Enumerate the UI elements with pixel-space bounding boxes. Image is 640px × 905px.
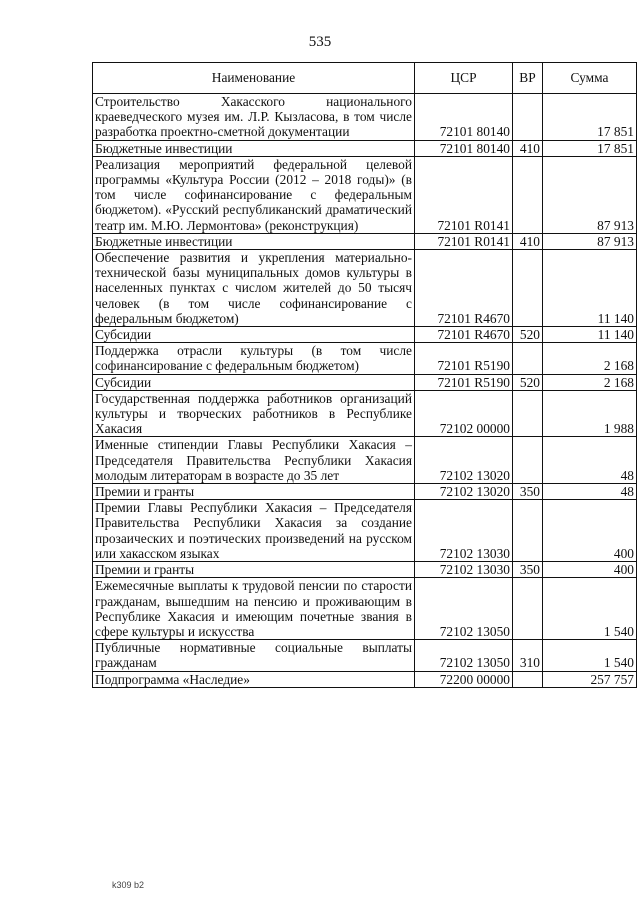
cell-sum: 11 140 bbox=[543, 250, 637, 327]
cell-name: Именные стипендии Главы Республики Хакасия – Председателя Правительства Республики Хакасия молодым литераторам в возрасте до 35 лет bbox=[93, 437, 415, 484]
cell-name: Субсидии bbox=[93, 327, 415, 343]
cell-vr: 410 bbox=[513, 233, 543, 249]
cell-name: Премии и гранты bbox=[93, 484, 415, 500]
table-row bbox=[93, 390, 637, 437]
table-row bbox=[93, 500, 637, 562]
cell-name: Строительство Хакасского национального краеведческого музея им. Л.Р. Кызласова, в том числе разработка проектно-сметной документации bbox=[93, 94, 415, 141]
cell-vr: 520 bbox=[513, 374, 543, 390]
cell-name: Подпрограмма «Наследие» bbox=[93, 671, 415, 687]
table-row bbox=[93, 484, 637, 500]
cell-csr: 72200 00000 bbox=[415, 671, 513, 687]
cell-name: Обеспечение развития и укрепления материально-технической базы муниципальных домов культуры в населенных пунктах с числом жителей до 50 тысяч человек (в том числе софинансирование с федеральным бюджетом) bbox=[93, 250, 415, 327]
cell-sum: 17 851 bbox=[543, 140, 637, 156]
cell-csr: 72101 80140 bbox=[415, 94, 513, 141]
cell-vr: 410 bbox=[513, 140, 543, 156]
cell-csr: 72101 R5190 bbox=[415, 374, 513, 390]
cell-name: Публичные нормативные социальные выплаты гражданам bbox=[93, 640, 415, 671]
cell-csr: 72101 R4670 bbox=[415, 327, 513, 343]
cell-vr: 350 bbox=[513, 484, 543, 500]
cell-sum: 11 140 bbox=[543, 327, 637, 343]
cell-vr: 310 bbox=[513, 640, 543, 671]
cell-sum: 87 913 bbox=[543, 156, 637, 233]
cell-vr bbox=[513, 390, 543, 437]
cell-vr bbox=[513, 437, 543, 484]
cell-csr: 72102 13020 bbox=[415, 484, 513, 500]
cell-csr: 72102 13050 bbox=[415, 578, 513, 640]
cell-csr: 72102 13030 bbox=[415, 562, 513, 578]
cell-name: Бюджетные инвестиции bbox=[93, 140, 415, 156]
cell-sum: 400 bbox=[543, 562, 637, 578]
cell-vr bbox=[513, 578, 543, 640]
table-row bbox=[93, 327, 637, 343]
cell-vr bbox=[513, 156, 543, 233]
cell-sum: 2 168 bbox=[543, 343, 637, 374]
table-row bbox=[93, 94, 637, 141]
cell-sum: 17 851 bbox=[543, 94, 637, 141]
budget-table bbox=[92, 62, 637, 688]
cell-vr bbox=[513, 671, 543, 687]
cell-csr: 72102 13030 bbox=[415, 500, 513, 562]
cell-sum: 48 bbox=[543, 484, 637, 500]
table-row bbox=[93, 343, 637, 374]
cell-name: Премии и гранты bbox=[93, 562, 415, 578]
table-row bbox=[93, 671, 637, 687]
table-header-row bbox=[93, 63, 637, 94]
table-row bbox=[93, 233, 637, 249]
cell-csr: 72101 R0141 bbox=[415, 156, 513, 233]
cell-sum: 1 988 bbox=[543, 390, 637, 437]
cell-name: Поддержка отрасли культуры (в том числе софинансирование с федеральным бюджетом) bbox=[93, 343, 415, 374]
header-sum: Сумма bbox=[543, 63, 637, 94]
cell-csr: 72101 80140 bbox=[415, 140, 513, 156]
cell-name: Реализация мероприятий федеральной целевой программы «Культура России (2012 – 2018 годы)» (в том числе софинансирование с федеральным бюджетом). «Русский республиканский драматический театр им. М.Ю. Лермонтова» (реконструкция) bbox=[93, 156, 415, 233]
table-row bbox=[93, 578, 637, 640]
cell-vr bbox=[513, 500, 543, 562]
cell-sum: 400 bbox=[543, 500, 637, 562]
cell-csr: 72102 00000 bbox=[415, 390, 513, 437]
table-row bbox=[93, 562, 637, 578]
header-vr: ВР bbox=[513, 63, 543, 94]
table-row bbox=[93, 140, 637, 156]
cell-name: Субсидии bbox=[93, 374, 415, 390]
cell-sum: 257 757 bbox=[543, 671, 637, 687]
cell-sum: 2 168 bbox=[543, 374, 637, 390]
cell-csr: 72102 13020 bbox=[415, 437, 513, 484]
cell-vr bbox=[513, 250, 543, 327]
cell-vr bbox=[513, 343, 543, 374]
header-csr: ЦСР bbox=[415, 63, 513, 94]
table-row bbox=[93, 250, 637, 327]
cell-sum: 1 540 bbox=[543, 578, 637, 640]
cell-name: Бюджетные инвестиции bbox=[93, 233, 415, 249]
cell-vr: 350 bbox=[513, 562, 543, 578]
footer-code: k309 b2 bbox=[112, 880, 145, 890]
cell-sum: 1 540 bbox=[543, 640, 637, 671]
table-row bbox=[93, 156, 637, 233]
cell-csr: 72101 R0141 bbox=[415, 233, 513, 249]
header-name: Наименование bbox=[93, 63, 415, 94]
table-row bbox=[93, 374, 637, 390]
cell-name: Государственная поддержка работников организаций культуры и творческих работников в Республике Хакасия bbox=[93, 390, 415, 437]
cell-csr: 72102 13050 bbox=[415, 640, 513, 671]
page-number: 535 bbox=[308, 34, 332, 50]
cell-name: Ежемесячные выплаты к трудовой пенсии по старости гражданам, вышедшим на пенсию и проживающим в Республике Хакасия и имеющим почетные звания в сфере культуры и искусства bbox=[93, 578, 415, 640]
cell-name: Премии Главы Республики Хакасия – Председателя Правительства Республики Хакасия за создание прозаических и поэтических произведений на русском или хакасском языках bbox=[93, 500, 415, 562]
cell-sum: 87 913 bbox=[543, 233, 637, 249]
cell-vr: 520 bbox=[513, 327, 543, 343]
cell-csr: 72101 R4670 bbox=[415, 250, 513, 327]
table-row bbox=[93, 437, 637, 484]
cell-sum: 48 bbox=[543, 437, 637, 484]
table-row bbox=[93, 640, 637, 671]
cell-csr: 72101 R5190 bbox=[415, 343, 513, 374]
cell-vr bbox=[513, 94, 543, 141]
